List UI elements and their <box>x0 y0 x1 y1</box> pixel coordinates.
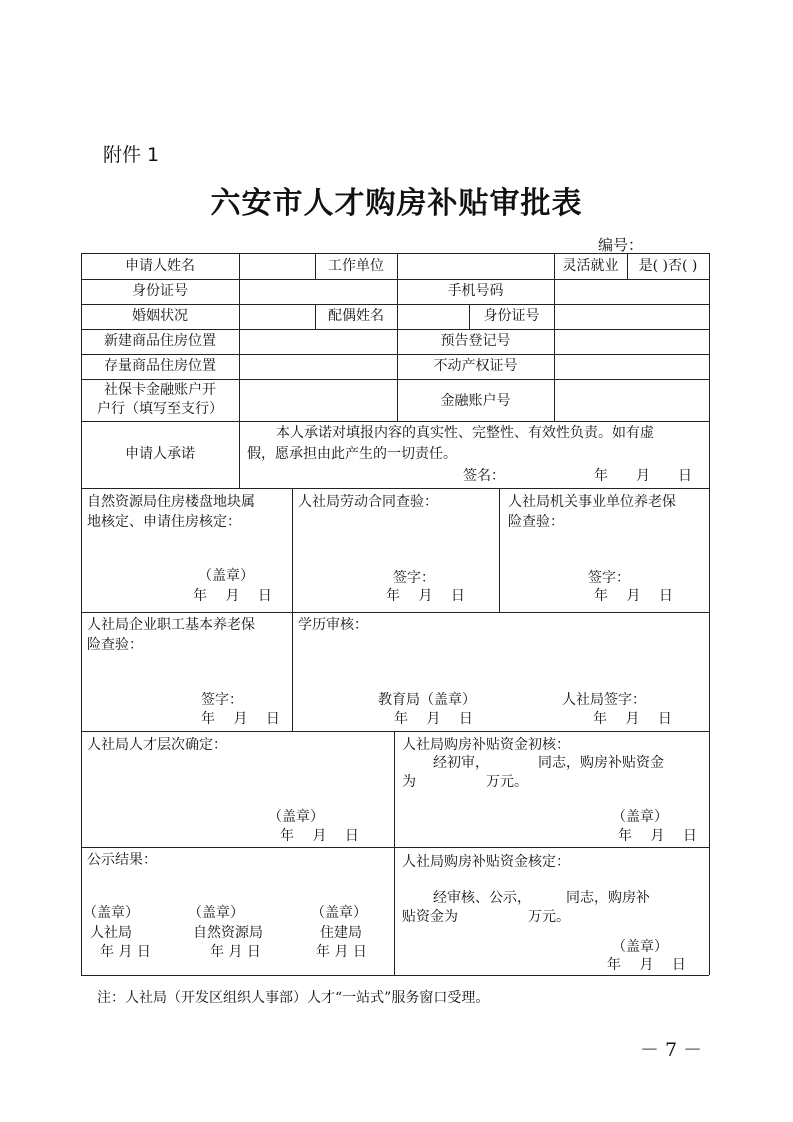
date-label: 年 月 日 <box>316 944 367 960</box>
date-label: 年 月 日 <box>280 828 359 844</box>
institution-pension-line2: 险查验： <box>508 514 564 530</box>
table-line <box>81 279 709 280</box>
table-line <box>81 379 709 380</box>
yes-no-checkbox[interactable]: 是( )否( ) <box>638 258 698 274</box>
table-line <box>239 421 240 488</box>
table-line <box>397 304 398 329</box>
promise-date: 年 月 日 <box>594 468 692 484</box>
date-label: 年 月 日 <box>594 588 673 604</box>
attachment-label: 附件 1 <box>103 144 160 166</box>
housing-bureau-label: 住建局 <box>320 925 362 941</box>
subsidy-initial-line2: 为 万元。 <box>402 774 528 790</box>
education-bureau-stamp: 教育局（盖章） <box>378 692 476 708</box>
stamp-label: （盖章） <box>83 905 139 921</box>
bank-label-line1: 社保卡金融账户开 <box>104 382 216 398</box>
table-line <box>81 304 709 305</box>
subsidy-initial-line1: 经初审， 同志，购房补贴资金 <box>433 755 664 771</box>
hr-bureau-label: 人社局 <box>90 925 132 941</box>
subsidy-initial-title: 人社局购房补贴资金初核： <box>402 737 570 753</box>
promise-text-line1: 本人承诺对填报内容的真实性、完整性、有效性负责。如有虚 <box>276 425 654 441</box>
table-line <box>554 329 555 421</box>
applicant-name-label: 申请人姓名 <box>125 258 195 274</box>
table-line <box>292 612 293 731</box>
table-line <box>709 253 710 975</box>
sign-label: 签字： <box>393 570 435 586</box>
table-line <box>81 731 709 732</box>
table-line <box>292 488 293 612</box>
bank-label-line2: 户行（填写至支行） <box>97 401 223 417</box>
table-line <box>81 612 709 613</box>
subsidy-final-title: 人社局购房补贴资金核定： <box>402 854 570 870</box>
table-line <box>81 847 709 848</box>
table-line <box>81 421 709 422</box>
date-label: 年 月 日 <box>201 711 280 727</box>
flexible-employment-label: 灵活就业 <box>562 258 619 274</box>
stamp-label: （盖章） <box>311 905 367 921</box>
presale-reg-no-label: 预告登记号 <box>440 333 511 349</box>
marital-status-label: 婚姻状况 <box>132 308 188 324</box>
footer-note: 注：人社局（开发区组织人事部）人才“一站式”服务窗口受理。 <box>97 990 490 1006</box>
date-label: 年 月 日 <box>386 588 465 604</box>
page-title: 六安市人才购房补贴审批表 <box>210 186 583 221</box>
table-line <box>394 731 395 847</box>
natural-resources-line1: 自然资源局住房楼盘地块属 <box>87 494 255 510</box>
promise-label: 申请人承诺 <box>125 446 195 462</box>
new-house-location-label: 新建商品住房位置 <box>104 333 216 349</box>
subsidy-final-line2: 贴资金为 万元。 <box>402 909 570 925</box>
table-line <box>81 253 709 254</box>
labor-contract-label: 人社局劳动合同查验： <box>298 494 438 510</box>
table-line <box>239 253 240 279</box>
mobile-label: 手机号码 <box>447 283 504 299</box>
table-line <box>554 279 555 304</box>
id-number-label: 身份证号 <box>132 283 188 299</box>
table-line <box>81 488 709 489</box>
date-label: 年 月 日 <box>100 944 151 960</box>
stamp-label: （盖章） <box>188 905 244 921</box>
date-label: 年 月 日 <box>618 828 697 844</box>
work-unit-label: 工作单位 <box>328 258 384 274</box>
date-label: 年 月 日 <box>593 711 672 727</box>
institution-pension-line1: 人社局机关事业单位养老保 <box>508 494 676 510</box>
table-line <box>554 304 555 329</box>
education-review-label: 学历审核： <box>298 617 368 633</box>
serial-number-label: 编号： <box>598 236 644 254</box>
existing-house-location-label: 存量商品住房位置 <box>104 358 216 374</box>
enterprise-pension-line2: 险查验： <box>87 637 143 653</box>
spouse-name-label: 配偶姓名 <box>328 308 384 324</box>
talent-level-label: 人社局人才层次确定： <box>87 737 227 753</box>
table-line <box>499 488 500 612</box>
stamp-label: （盖章） <box>268 809 324 825</box>
table-line <box>239 304 240 329</box>
table-line <box>397 253 398 279</box>
promise-text-line2: 假，愿承担由此产生的一切责任。 <box>247 446 457 462</box>
table-line <box>81 975 709 976</box>
table-line <box>81 354 709 355</box>
property-cert-no-label: 不动产权证号 <box>433 358 518 374</box>
natural-resources-line2: 地核定、申请住房核定： <box>87 514 241 530</box>
spouse-id-label: 身份证号 <box>483 308 540 324</box>
sign-label: 签字： <box>201 692 243 708</box>
table-line <box>239 329 240 421</box>
date-label: 年 月 日 <box>394 711 473 727</box>
sign-label: 签字： <box>588 570 630 586</box>
financial-account-label: 金融账户号 <box>440 393 511 409</box>
stamp-label: （盖章） <box>612 809 668 825</box>
table-line <box>394 847 395 975</box>
subsidy-final-line1: 经审核、公示， 同志，购房补 <box>433 890 650 906</box>
date-label: 年 月 日 <box>193 588 272 604</box>
stamp-label: （盖章） <box>612 939 668 955</box>
hr-bureau-sign-label: 人社局签字： <box>562 692 646 708</box>
page-number: － 7 － <box>640 1039 703 1061</box>
table-line <box>239 279 240 304</box>
promise-sign-label: 签名： <box>463 468 505 484</box>
enterprise-pension-line1: 人社局企业职工基本养老保 <box>87 617 255 633</box>
publicity-result-label: 公示结果： <box>87 852 157 868</box>
natural-resources-bureau-label: 自然资源局 <box>193 925 263 941</box>
table-line <box>81 329 709 330</box>
date-label: 年 月 日 <box>607 957 686 973</box>
date-label: 年 月 日 <box>210 944 261 960</box>
stamp-label: （盖章） <box>198 568 254 584</box>
